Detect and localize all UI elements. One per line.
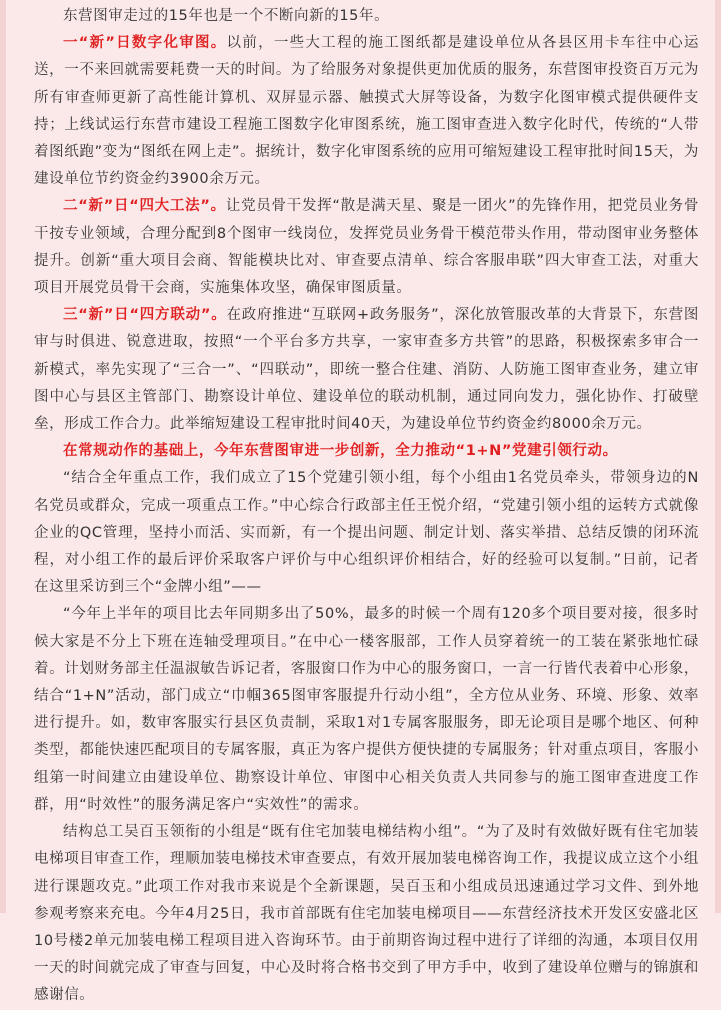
article-body (34, 3, 699, 1010)
paragraph-highlight (34, 438, 699, 465)
paragraph-four-party-linkage (34, 302, 699, 438)
section-heading: 一“新”日数字化审图。 (63, 35, 227, 52)
paragraph-text: “今年上半年的项目比去年同期多出了50%，最多的时候一个周有120多个项目要对接，很多时候大家是不分上下班在连轴受理项目。”在中心一楼客服部，工作人员穿着统一的工装在紧张地忙碌着。计划财务部主任温淑敏告诉记者，客服窗口作为中心的服务窗口，一言一行皆代表着中心形象，结合“1+N”活动，部门成立“巾帼365图审客服提升行动小组”，全方位从业务、环境、形象、效率进行提升。如，数审客服实行县区负责制，采取1对1专属客服服务，即无论项目是哪个地区、何种类型，都能快速匹配项目的专属客服，真正为客户提供方便快捷的专属服务；针对重点项目，客服小组第一时间建立由建设单位、勘察设计单位、审图中心相关负责人共同参与的施工图审查进度工作群，用“时效性”的服务满足客户“实效性”的需求。 (34, 606, 699, 813)
section-heading: 二“新”日“四大工法”。 (63, 198, 226, 215)
paragraph-text: 让党员骨干发挥“散是满天星、聚是一团火”的先锋作用，把党员业务骨干按专业领域，合理分配到8个图审一线岗位，发挥党员业务骨干模范带头作用，带动图审业务整体提升。创新“重大项目会商、智能模块比对、审查要点清单、综合客服串联”四大审查工法，对重大项目开展党员骨干会商，实施集体攻坚，确保审图质量。 (34, 198, 699, 297)
paragraph-intro (34, 3, 699, 30)
paragraph-text: 以前，一些大工程的施工图纸都是建设单位从各县区用卡车往中心运送，一不来回就需要耗费一天的时间。为了给服务对象提供更加优质的服务，东营图审投资百万元为所有审查师更新了高性能计算机、双屏显示器、触摸式大屏等设备，为数字化图审模式提供硬件支持；上线试运行东营市建设工程施工图数字化审图系统，施工图审查进入数字化时代，传统的“人带着图纸跑”变为“图纸在网上走”。据统计，数字化审图系统的应用可缩短建设工程审批时间15天，为建设单位节约资金约3900余万元。 (34, 35, 699, 188)
paragraph-customer-service (34, 601, 699, 819)
section-heading: 三“新”日“四方联动”。 (63, 307, 227, 324)
paragraph-digital-review (34, 30, 699, 193)
paragraph-text: 在政府推进“互联网+政务服务”，深化放管服改革的大背景下，东营图审与时俱进、锐意进取，按照“一个平台多方共享，一家审查多方共管”的思路，积极探索多审合一新模式，率先实现了“三合一”、“四联动”，即统一整合住建、消防、人防施工图审查业务，建立审图中心与县区主管部门、勘察设计单位、建设单位的联动机制，通过同向发力，强化协作、打破壁垒，形成工作合力。此举缩短建设工程审批时间40天，为建设单位节约资金约8000余万元。 (34, 307, 699, 433)
paragraph-elevator-group (34, 819, 699, 1009)
paragraph-text: “结合全年重点工作，我们成立了15个党建引领小组，每个小组由1名党员牵头，带领身边的N名党员或群众，完成一项重点工作。”中心综合行政部主任王悦介绍，“党建引领小组的运转方式就像企业的QC管理，坚持小而活、实而新，有一个提出问题、制定计划、落实举措、总结反馈的闭环流程，对小组工作的最后评价采取客户评价与中心组织评价相结合，好的经验可以复制。”日前，记者在这里采访到三个“金牌小组”—— (34, 470, 699, 596)
paragraph-party-groups (34, 465, 699, 601)
paragraph-four-methods (34, 193, 699, 302)
section-heading: 在常规动作的基础上，今年东营图审进一步创新，全力推动“1+N”党建引领行动。 (63, 443, 618, 460)
paragraph-text: 结构总工吴百玉领衔的小组是“既有住宅加装电梯结构小组”。“为了及时有效做好既有住宅加装电梯项目审查工作，理顺加装电梯技术审查要点，有效开展加装电梯咨询工作，我提议成立这个小组进行课题攻克。”此项工作对我市来说是个全新课题，吴百玉和小组成员迅速通过学习文件、到外地参观考察来充电。今年4月25日，我市首部既有住宅加装电梯项目——东营经济技术开发区安盛北区10号楼2单元加装电梯工程项目进入咨询环节。由于前期咨询过程中进行了详细的沟通，本项目仅用一天的时间就完成了审查与回复，中心及时将合格书交到了甲方手中，收到了建设单位赠与的锦旗和感谢信。 (34, 824, 699, 1004)
paragraph-text: 东营图审走过的15年也是一个不断向新的15年。 (63, 8, 390, 24)
